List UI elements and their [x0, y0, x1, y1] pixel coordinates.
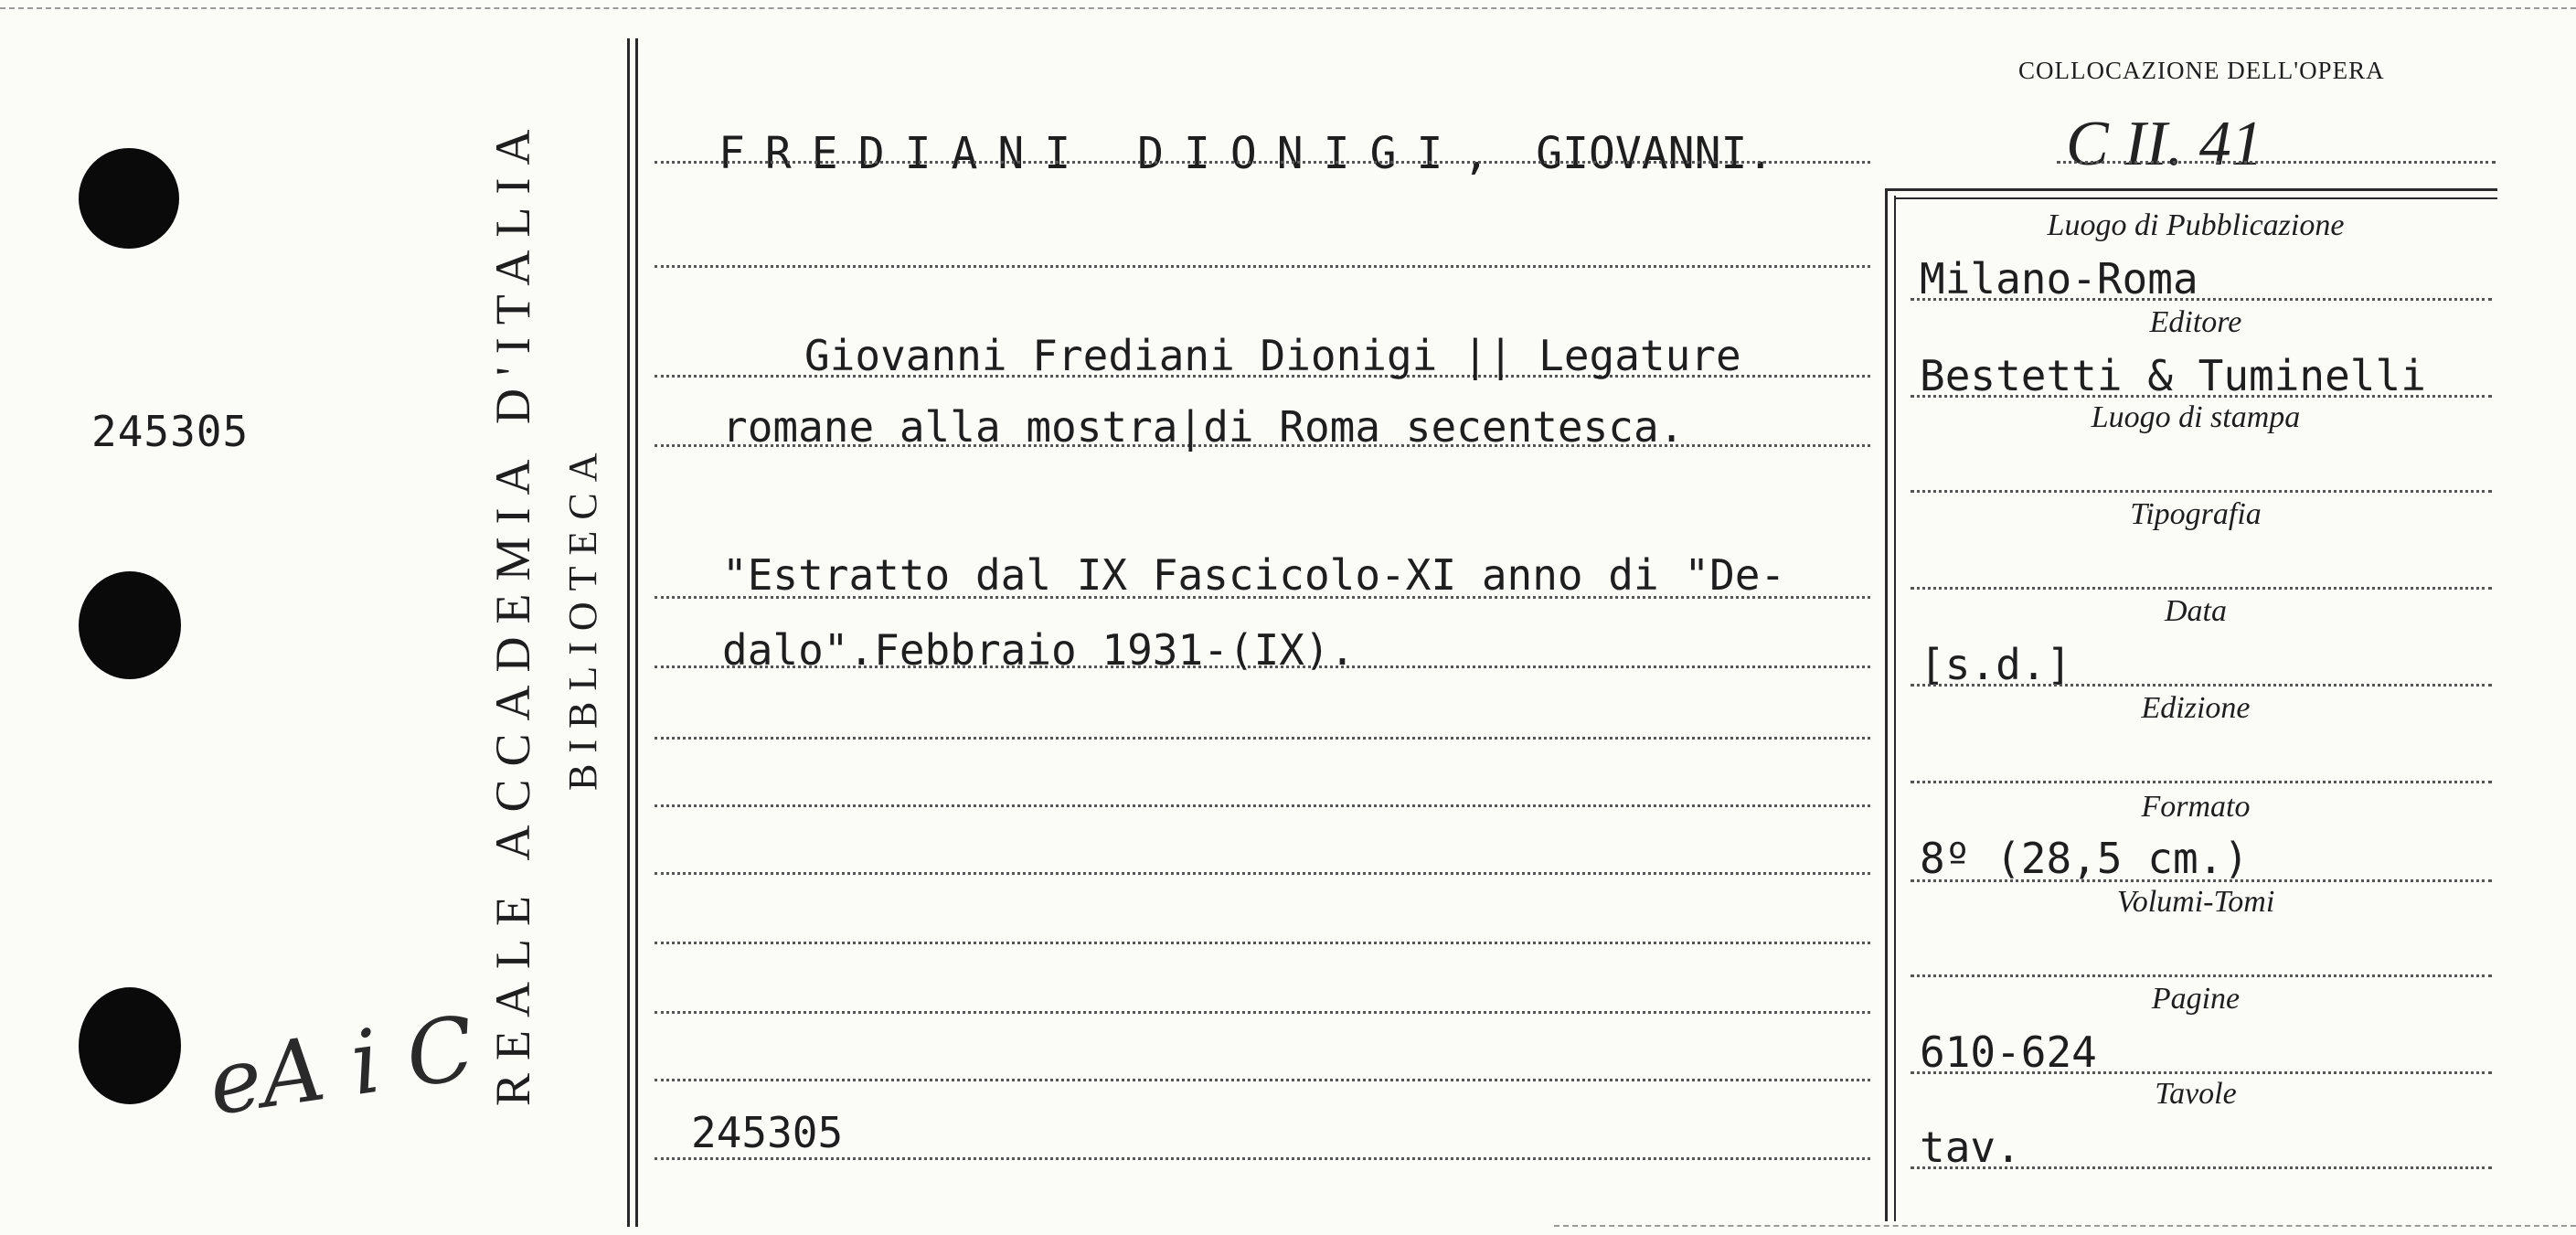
ruled-line: [655, 804, 1870, 807]
note-line-1: "Estratto dal IX Fascicolo-XI anno di "De-: [722, 550, 1786, 600]
ruled-line: [655, 942, 1870, 944]
edge-guide: [1554, 1225, 2576, 1227]
edge-guide: [0, 7, 2576, 9]
label-volumi-tomi: Volumi-Tomi: [2116, 885, 2275, 919]
label-luogo-pubblicazione: Luogo di Pubblicazione: [2047, 208, 2345, 242]
bottom-number: 245305: [691, 1108, 844, 1157]
punch-hole: [79, 571, 181, 679]
inventory-number: 245305: [91, 407, 250, 456]
field-line: [1911, 587, 2492, 590]
field-line: [1911, 974, 2492, 977]
library-title: BIBLIOTECA: [560, 442, 605, 791]
ruled-line: [655, 1079, 1870, 1081]
label-pagine: Pagine: [2151, 982, 2241, 1016]
collocation-line: [2057, 161, 2496, 164]
label-tavole: Tavole: [2155, 1077, 2237, 1111]
label-editore: Editore: [2149, 305, 2242, 339]
title-line-2: romane alla mostra|di Roma secentesca.: [722, 402, 1685, 452]
label-luogo-stampa: Luogo di stampa: [2091, 400, 2301, 434]
institution-title: REALE ACCADEMIA D'ITALIA: [485, 116, 540, 1106]
label-edizione: Edizione: [2141, 691, 2251, 725]
field-line: [1911, 298, 2492, 301]
field-line: [1911, 1071, 2492, 1074]
title-line-1: Giovanni Frediani Dionigi || Legature: [804, 331, 1741, 380]
ruled-line: [655, 161, 1870, 164]
ruled-line: [655, 265, 1870, 268]
author-heading: [719, 128, 1773, 179]
box-border: [1894, 197, 2497, 199]
value-data: [s.d.]: [1920, 640, 2072, 689]
punch-hole: [79, 148, 179, 249]
value-tavole: tav.: [1920, 1123, 2021, 1172]
ruled-line: [655, 1157, 1870, 1160]
field-line: [1911, 684, 2492, 687]
field-line: [1911, 490, 2492, 493]
note-line-2: dalo".Febbraio 1931-(IX).: [722, 625, 1356, 675]
value-formato: 8º (28,5 cm.): [1920, 834, 2250, 883]
field-line: [1911, 395, 2492, 398]
ruled-line: [655, 1011, 1870, 1014]
handwritten-note: eA i C: [202, 996, 481, 1135]
value-luogo-pubblicazione: Milano-Roma: [1920, 254, 2198, 303]
label-data: Data: [2165, 594, 2227, 628]
punch-hole: [79, 987, 181, 1104]
margin-rule: [635, 38, 638, 1227]
margin-rule: [627, 38, 630, 1227]
box-border: [1885, 188, 1888, 1221]
ruled-line: [655, 737, 1870, 740]
label-formato: Formato: [2141, 790, 2251, 824]
label-tipografia: Tipografia: [2130, 497, 2262, 531]
field-line: [1911, 781, 2492, 783]
field-line: [1911, 879, 2492, 882]
collocation-label: COLLOCAZIONE DELL'OPERA: [2018, 57, 2385, 84]
value-pagine: 610-624: [1920, 1027, 2097, 1077]
field-line: [1911, 1166, 2492, 1169]
author-surname: FREDIANI DIONIGI,: [719, 128, 1510, 179]
value-editore: Bestetti & Tuminelli: [1920, 351, 2426, 400]
ruled-line: [655, 872, 1870, 875]
box-border: [1885, 188, 2497, 191]
collocation-value: C II. 41: [2066, 109, 2263, 179]
author-name: GIOVANNI.: [1536, 128, 1774, 179]
